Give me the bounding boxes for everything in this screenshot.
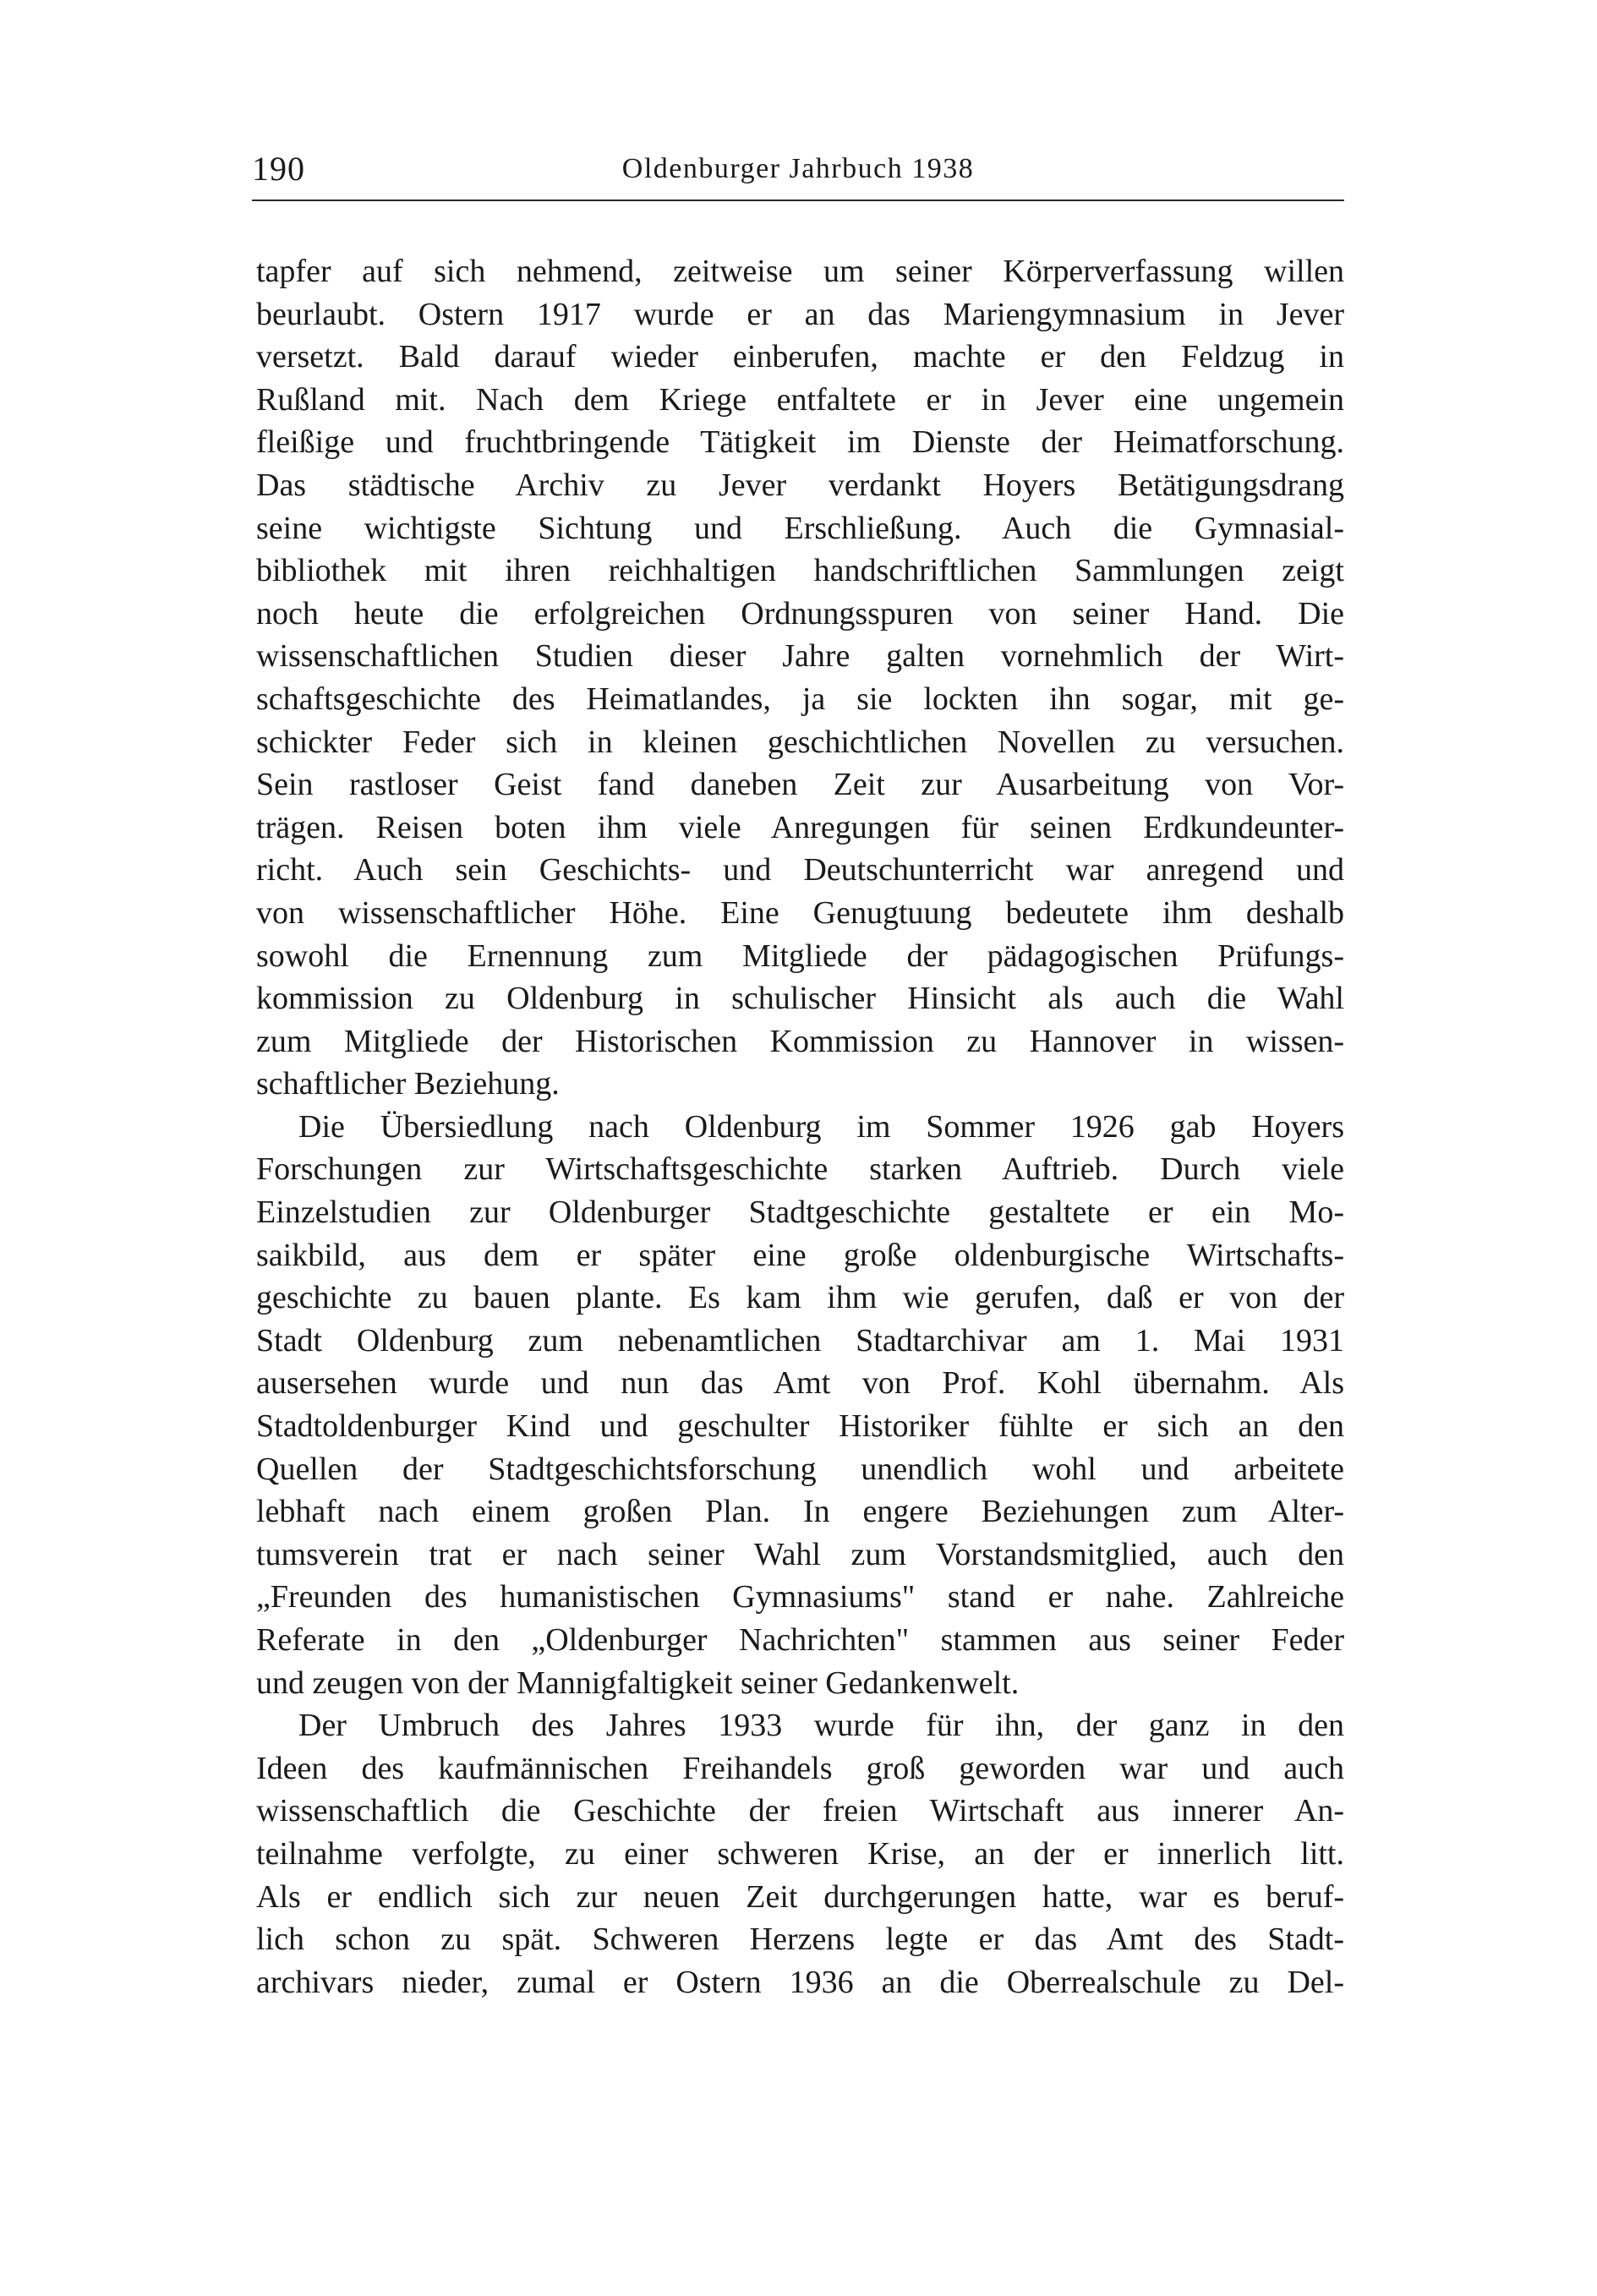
text-line: tapfer auf sich nehmend, zeitweise um seiner Körperverfassung willen (256, 254, 1344, 289)
text-line: Sein rastloser Geist fand daneben Zeit zur Ausarbeitung von Vor- (256, 767, 1344, 803)
text-line: bibliothek mit ihren reichhaltigen handschriftlichen Sammlungen zeigt (256, 553, 1344, 589)
paragraph (256, 1704, 1344, 2004)
text-line: schaftlicher Beziehung. (256, 1066, 560, 1102)
body-text (256, 250, 1344, 2004)
text-line: seine wichtigste Sichtung und Erschließung. Auch die Gymnasial- (256, 510, 1344, 546)
text-line: lich schon zu spät. Schweren Herzens legte er das Amt des Stadt- (256, 1922, 1344, 1958)
text-line: sowohl die Ernennung zum Mitgliede der pädagogischen Prüfungs- (256, 938, 1344, 974)
text-line: Die Übersiedlung nach Oldenburg im Sommer 1926 gab Hoyers (298, 1108, 1344, 1145)
text-line: „Freunden des humanistischen Gymnasiums" stand er nahe. Zahlreiche (256, 1579, 1344, 1615)
text-line: beurlaubt. Ostern 1917 wurde er an das Mariengymnasium in Jever (256, 296, 1344, 332)
text-line: zum Mitgliede der Historischen Kommission zu Hannover in wissen- (256, 1023, 1344, 1059)
text-line: richt. Auch sein Geschichts- und Deutschunterricht war anregend und (256, 852, 1344, 888)
text-line: saikbild, aus dem er später eine große oldenburgische Wirtschafts- (256, 1237, 1344, 1273)
text-line: und zeugen von der Mannigfaltigkeit seiner Gedankenwelt. (256, 1665, 1020, 1701)
text-line: Referate in den „Oldenburger Nachrichten" stammen aus seiner Feder (256, 1622, 1344, 1658)
text-line: versetzt. Bald darauf wieder einberufen, machte er den Feldzug in (256, 339, 1344, 375)
text-line: Forschungen zur Wirtschaftsgeschichte starken Auftrieb. Durch viele (256, 1151, 1344, 1188)
text-line: Ideen des kaufmännischen Freihandels groß geworden war und auch (256, 1750, 1344, 1786)
text-line: Stadtoldenburger Kind und geschulter Historiker fühlte er sich an den (256, 1408, 1344, 1445)
text-line: Stadt Oldenburg zum nebenamtlichen Stadtarchivar am 1. Mai 1931 (256, 1322, 1344, 1358)
text-line: Der Umbruch des Jahres 1933 wurde für ihn, der ganz in den (298, 1708, 1344, 1744)
text-line: noch heute die erfolgreichen Ordnungsspuren von seiner Hand. Die (256, 595, 1344, 631)
text-line: wissenschaftlich die Geschichte der freien Wirtschaft aus innerer An- (256, 1793, 1344, 1829)
text-line: ausersehen wurde und nun das Amt von Prof. Kohl übernahm. Als (256, 1365, 1344, 1402)
text-line: wissenschaftlichen Studien dieser Jahre galten vornehmlich der Wirt- (256, 638, 1344, 675)
text-line: von wissenschaftlicher Höhe. Eine Genugtuung bedeutete ihm deshalb (256, 894, 1344, 931)
text-line: Einzelstudien zur Oldenburger Stadtgeschichte gestaltete er ein Mo- (256, 1194, 1344, 1231)
page-number: 190 (252, 150, 305, 188)
paragraph (256, 1106, 1344, 1704)
text-line: tumsverein trat er nach seiner Wahl zum Vorstandsmitglied, auch den (256, 1536, 1344, 1572)
text-line: Das städtische Archiv zu Jever verdankt Hoyers Betätigungsdrang (256, 467, 1344, 503)
text-line: trägen. Reisen boten ihm viele Anregungen für seinen Erdkundeunter- (256, 809, 1344, 845)
text-line: geschichte zu bauen plante. Es kam ihm wie gerufen, daß er von der (256, 1280, 1344, 1316)
text-line: schickter Feder sich in kleinen geschichtlichen Novellen zu versuchen. (256, 724, 1344, 760)
text-line: archivars nieder, zumal er Ostern 1936 an die Oberrealschule zu Del- (256, 1964, 1344, 2000)
text-line: Rußland mit. Nach dem Kriege entfaltete er in Jever eine ungemein (256, 381, 1344, 418)
text-line: Quellen der Stadtgeschichtsforschung unendlich wohl und arbeitete (256, 1451, 1344, 1487)
paragraph (256, 250, 1344, 1106)
text-line: lebhaft nach einem großen Plan. In engere Beziehungen zum Alter- (256, 1494, 1344, 1530)
text-line: schaftsgeschichte des Heimatlandes, ja sie lockten ihn sogar, mit ge- (256, 681, 1344, 717)
text-line: kommission zu Oldenburg in schulischer Hinsicht als auch die Wahl (256, 981, 1344, 1017)
journal-title: Oldenburger Jahrbuch 1938 (621, 153, 975, 184)
text-line: Als er endlich sich zur neuen Zeit durchgerungen hatte, war es beruf- (256, 1878, 1344, 1915)
text-line: teilnahme verfolgte, zu einer schweren Krise, an der er innerlich litt. (256, 1835, 1344, 1872)
header-rule (252, 200, 1344, 201)
text-line: fleißige und fruchtbringende Tätigkeit im Dienste der Heimatforschung. (256, 424, 1344, 461)
running-head (252, 144, 1344, 194)
